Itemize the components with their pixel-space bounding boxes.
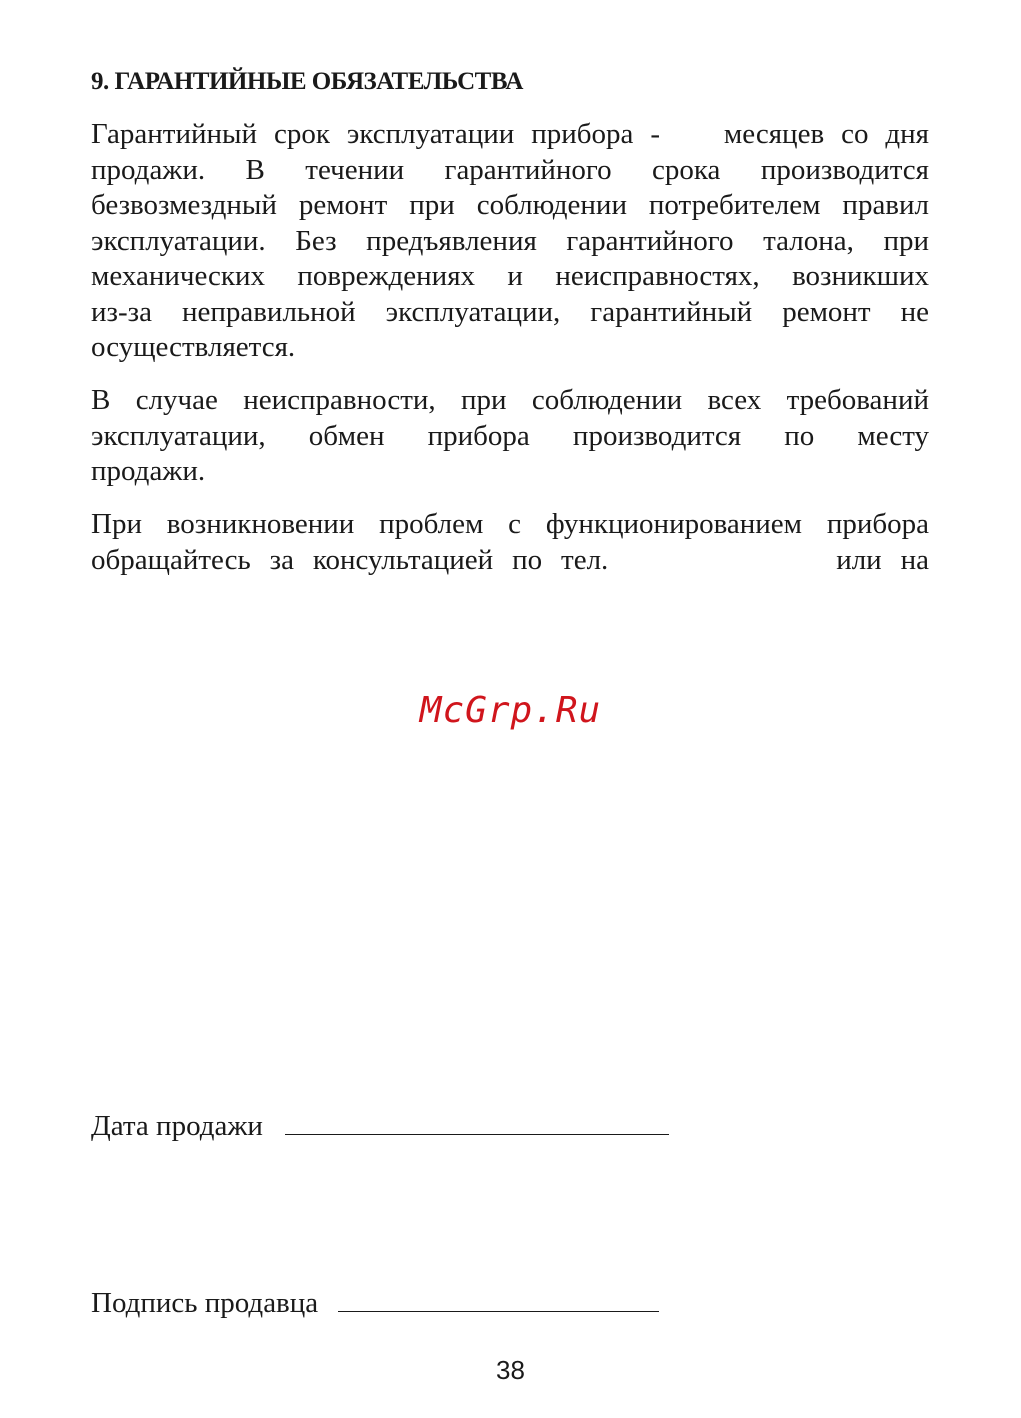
paragraph-text: Гарантийный срок эксплуатации прибора -	[91, 118, 660, 150]
seller-signature-field[interactable]	[338, 1287, 659, 1312]
paragraph-line: механических повреждениях и неисправностях, возникших	[91, 260, 929, 292]
warranty-term-paragraph	[91, 117, 929, 366]
sale-date-row	[91, 1110, 669, 1143]
paragraph-line: из-за неправильной эксплуатации, гарантийный ремонт не	[91, 295, 929, 328]
paragraph-line: безвозмездный ремонт при соблюдении потребителем правил	[91, 189, 929, 221]
paragraph-line: При возникновении проблем с функционированием прибора	[91, 508, 929, 540]
section-heading: 9. ГАРАНТИЙНЫЕ ОБЯЗАТЕЛЬСТВА	[91, 68, 523, 95]
exchange-paragraph	[91, 383, 929, 490]
paragraph-line: В случае неисправности, при соблюдении всех требований	[91, 384, 929, 416]
page-number: 38	[496, 1355, 525, 1385]
paragraph-line: осуществляется.	[91, 331, 296, 363]
paragraph-text: или на	[836, 543, 930, 576]
paragraph-line	[91, 117, 929, 153]
sale-date-field[interactable]	[285, 1110, 669, 1135]
paragraph-text: обращайтесь за консультацией по тел.	[91, 543, 609, 576]
paragraph-line: продажи.	[91, 455, 206, 487]
seller-signature-row	[91, 1287, 659, 1320]
watermark-logo: McGrp.Ru	[419, 690, 602, 731]
paragraph-line: эксплуатации. Без предъявления гарантийного талона, при	[91, 224, 929, 257]
paragraph-line: продажи. В течении гарантийного срока производится	[91, 153, 929, 186]
sale-date-label: Дата продажи	[91, 1110, 263, 1142]
paragraph-text: месяцев со дня	[723, 118, 930, 150]
seller-signature-label: Подпись продавца	[91, 1287, 319, 1319]
paragraph-line	[91, 543, 929, 579]
paragraph-line: эксплуатации, обмен прибора производится по месту	[91, 419, 929, 452]
support-paragraph	[91, 507, 929, 578]
